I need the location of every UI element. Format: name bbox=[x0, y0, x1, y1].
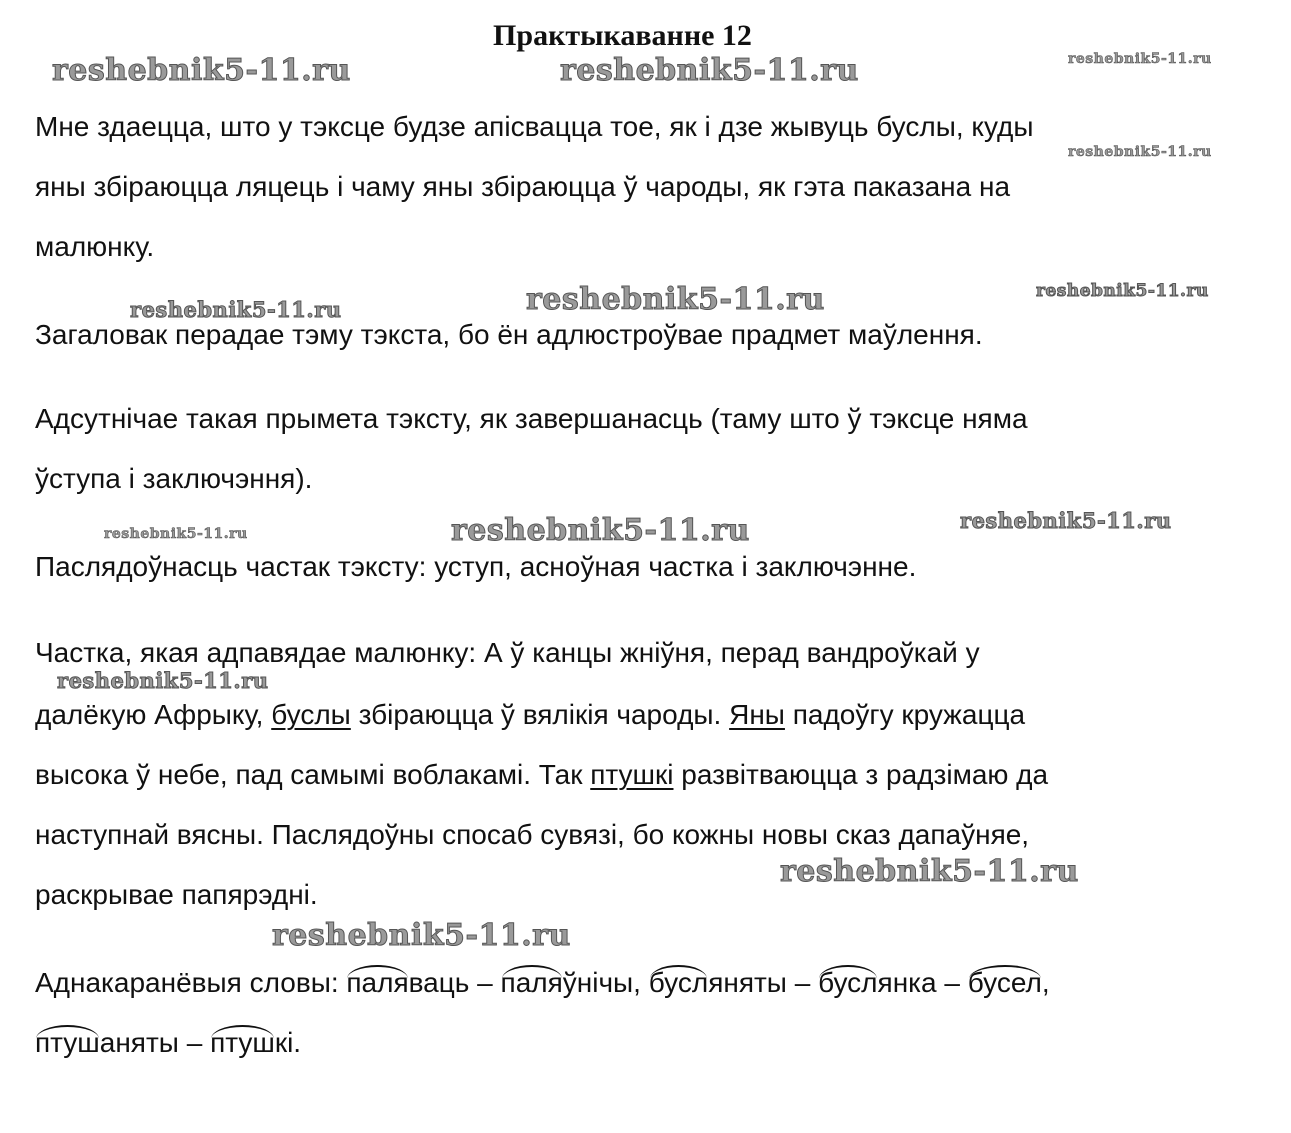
text-fragment: збіраюцца ў вялікія чароды. bbox=[350, 699, 730, 730]
word-ending: яняты bbox=[708, 967, 787, 998]
dash: – bbox=[469, 967, 501, 998]
paragraph-1-line-1: Мне здаецца, што у тэксце будзе апісвацца тое, як і дзе жывуць буслы, куды bbox=[35, 111, 1034, 142]
watermark: reshebnik5-11.ru bbox=[1068, 144, 1212, 160]
word-ending: ваць bbox=[408, 967, 470, 998]
paragraph-1-line-3: малюнку. bbox=[35, 231, 155, 262]
root-marked: птуш bbox=[210, 1027, 275, 1058]
watermark: reshebnik5-11.ru bbox=[1036, 281, 1209, 301]
paragraph-6-line-1 bbox=[35, 966, 1050, 1000]
paragraph-5-line-4: наступнай вясны. Паслядоўны спосаб сувязі, бо кожны новы сказ дапаўняе, bbox=[35, 819, 1030, 850]
word-ending: аняты bbox=[99, 1027, 179, 1058]
dash: – bbox=[178, 1027, 211, 1058]
word-ending: , bbox=[1041, 967, 1050, 998]
text-fragment: развітваюцца з радзімаю да bbox=[673, 759, 1049, 790]
watermark: reshebnik5-11.ru bbox=[57, 668, 269, 693]
root-marked: паля bbox=[500, 967, 563, 998]
paragraph-3-line-2: ўступа і заключэння). bbox=[35, 463, 313, 494]
paragraph-2: Загаловак перадае тэму тэкста, бо ён адлюстроўвае прадмет маўлення. bbox=[35, 319, 983, 350]
watermark: reshebnik5-11.ru bbox=[451, 513, 750, 548]
word-ending: кі. bbox=[274, 1027, 302, 1058]
subject-underlined: Яны bbox=[729, 699, 785, 730]
word-ending: янка bbox=[877, 967, 937, 998]
watermark: reshebnik5-11.ru bbox=[1068, 51, 1212, 67]
watermark: reshebnik5-11.ru bbox=[52, 53, 351, 88]
watermark: reshebnik5-11.ru bbox=[130, 297, 342, 322]
paragraph-4: Паслядоўнасць частак тэксту: уступ, асноўная частка і заключэнне. bbox=[35, 551, 917, 582]
dash: – bbox=[786, 967, 819, 998]
root-marked: бусл bbox=[648, 967, 709, 998]
paragraph-5-line-5: раскрывае папярэдні. bbox=[35, 879, 318, 910]
paragraph-6-line-2 bbox=[35, 1026, 301, 1060]
text-fragment: падоўгу кружацца bbox=[784, 699, 1026, 730]
root-marked: паля bbox=[346, 967, 409, 998]
watermark: reshebnik5-11.ru bbox=[272, 918, 571, 953]
watermark: reshebnik5-11.ru bbox=[104, 526, 248, 542]
watermark: reshebnik5-11.ru bbox=[560, 53, 859, 88]
paragraph-1-line-2: яны збіраюцца ляцець і чаму яны збіраюцца ў чароды, як гэта паказана на bbox=[35, 171, 1011, 202]
dash: – bbox=[936, 967, 968, 998]
subject-underlined: птушкі bbox=[590, 759, 674, 790]
paragraph-5-line-2 bbox=[35, 698, 1025, 732]
word-ending: ўнічы, bbox=[562, 967, 641, 998]
text-fragment: Аднакаранёвыя словы: bbox=[35, 967, 347, 998]
watermark: reshebnik5-11.ru bbox=[960, 508, 1172, 533]
paragraph-5-line-3 bbox=[35, 758, 1048, 792]
text-fragment: высока ў небе, пад самымі воблакамі. Так bbox=[35, 759, 591, 790]
space bbox=[641, 967, 649, 998]
text-fragment: далёкую Афрыку, bbox=[35, 699, 272, 730]
root-marked: птуш bbox=[35, 1027, 100, 1058]
page-title: Практыкаванне 12 bbox=[493, 19, 752, 52]
root-marked: бусел bbox=[967, 967, 1042, 998]
paragraph-5-line-1: Частка, якая адпавядае малюнку: А ў канцы жніўня, перад вандроўкай у bbox=[35, 637, 980, 668]
subject-underlined: буслы bbox=[271, 699, 351, 730]
root-marked: бусл bbox=[818, 967, 878, 998]
watermark: reshebnik5-11.ru bbox=[526, 282, 825, 317]
paragraph-3-line-1: Адсутнічае такая прымета тэксту, як завершанасць (таму што ў тэксце няма bbox=[35, 403, 1028, 434]
watermark: reshebnik5-11.ru bbox=[780, 854, 1079, 889]
